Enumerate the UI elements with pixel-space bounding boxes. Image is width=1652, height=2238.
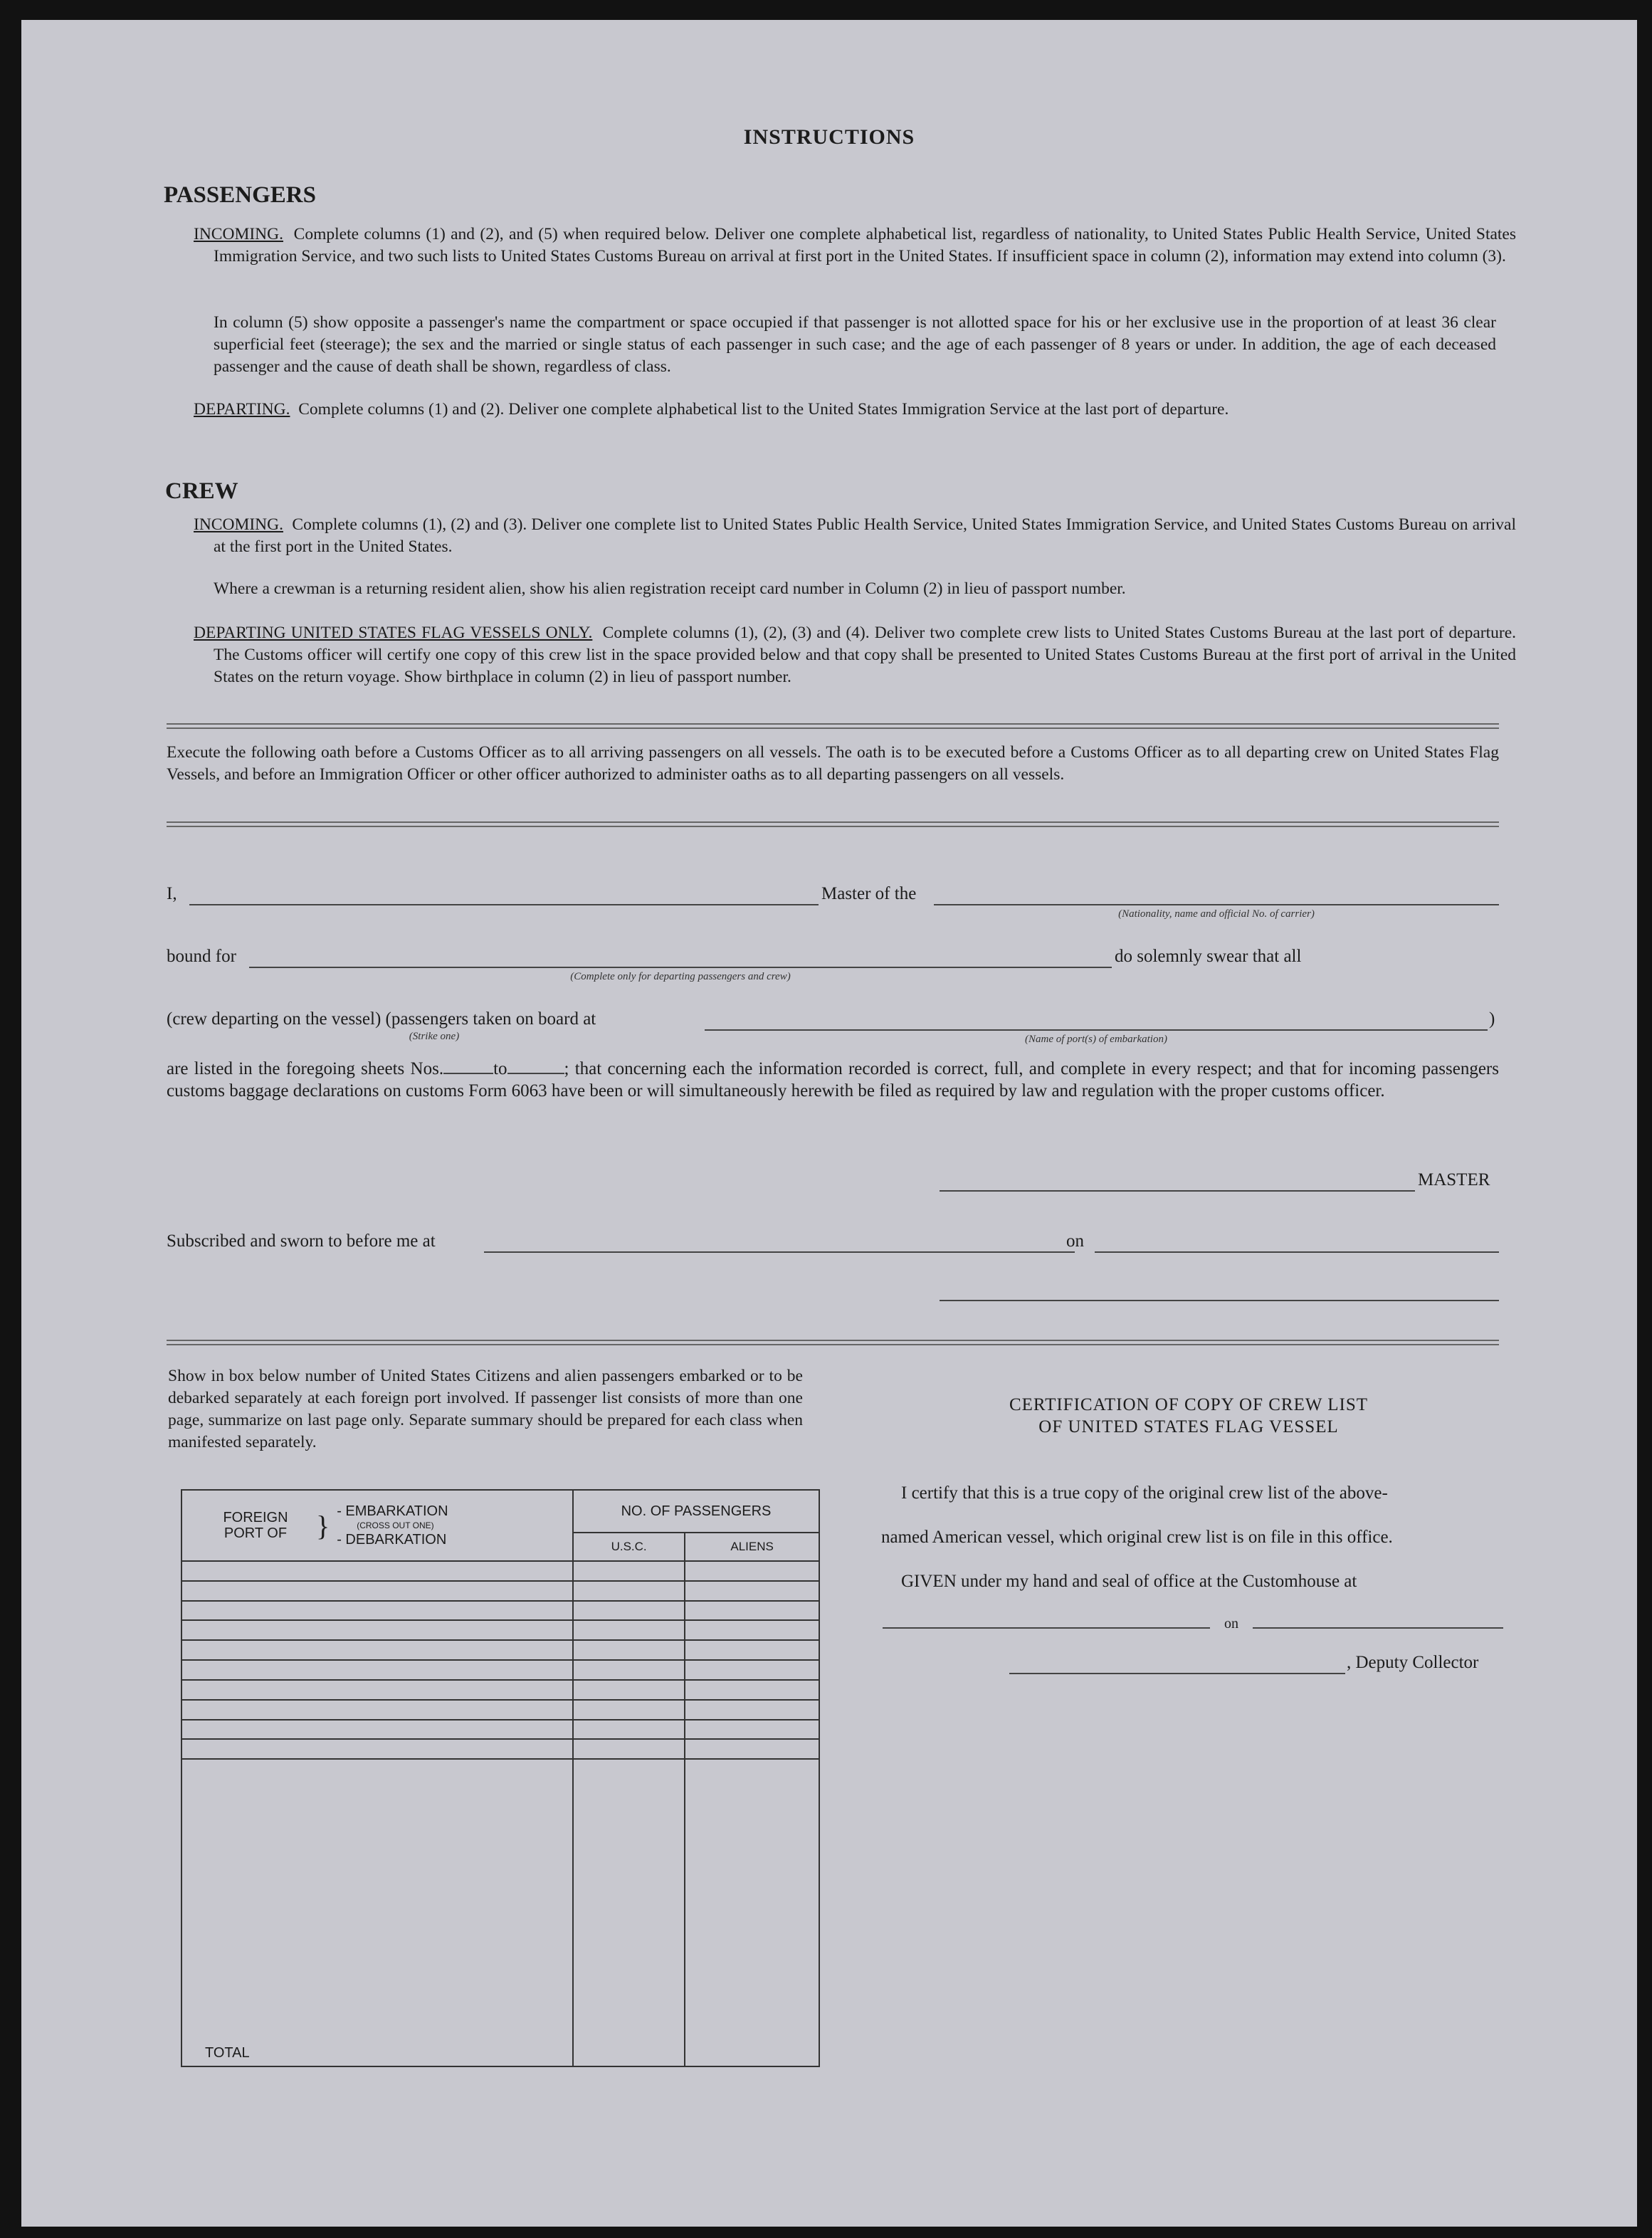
officer-signature-field[interactable] xyxy=(940,1300,1499,1301)
debarkation-option[interactable]: - DEBARKATION xyxy=(337,1532,447,1548)
table-row xyxy=(181,1640,819,1660)
oath-instructions: Execute the following oath before a Customs Officer as to all arriving passengers on all vessels. The oath is to be executed before a Customs Officer as to all departing crew on United States Flag Vessels, and before an Immigration Officer or other officer authorized to administer oaths as to all departing passengers on all vessels. xyxy=(167,743,1499,784)
port-cell[interactable] xyxy=(181,1680,573,1700)
cross-out-note: (CROSS OUT ONE) xyxy=(357,1520,434,1530)
aliens-header: ALIENS xyxy=(685,1533,819,1561)
port-cell[interactable] xyxy=(181,1700,573,1720)
usc-cell[interactable] xyxy=(573,1680,685,1700)
swear-text: do solemnly swear that all xyxy=(1115,947,1302,966)
aliens-cell[interactable] xyxy=(685,1720,819,1740)
certify-line-2: named American vessel, which original crew list is on file in this office. xyxy=(881,1528,1393,1547)
certification-date-field[interactable] xyxy=(1253,1627,1503,1629)
usc-cell[interactable] xyxy=(573,1601,685,1621)
crew-incoming-text: Complete columns (1), (2) and (3). Deliver one complete list to United States Public Health Service, United States Immigration Service, and United States Customs Bureau on arrival at the first port in the United States. xyxy=(214,515,1517,556)
aliens-total-cell[interactable] xyxy=(685,1759,819,2066)
total-row xyxy=(181,1759,819,2066)
aliens-cell[interactable] xyxy=(685,1660,819,1680)
passengers-incoming-paragraph xyxy=(194,224,1516,268)
embarkation-option[interactable]: - EMBARKATION xyxy=(337,1503,448,1519)
passengers-incoming-text: Complete columns (1) and (2), and (5) when required below. Deliver one complete alphabetical list, regardless of nationality, to United States Public Health Service, United States Immigration Service, and two such lists to United States Customs Bureau on arrival at first port in the United States. If insufficient space in column (2), information may extend into column (3). xyxy=(214,225,1517,266)
sworn-location-field[interactable] xyxy=(484,1251,1075,1253)
embarkation-ports-caption: (Name of port(s) of embarkation) xyxy=(1025,1034,1167,1045)
certification-heading-line-1: CERTIFICATION OF COPY OF CREW LIST xyxy=(1009,1395,1369,1414)
divider xyxy=(167,1340,1499,1345)
table-row xyxy=(181,1700,819,1720)
brace-icon: } xyxy=(316,1509,330,1542)
bound-for-field[interactable] xyxy=(249,967,1112,968)
total-label: TOTAL xyxy=(181,1759,573,2066)
crew-departing-text: (crew departing on the vessel) (passengers taken on board at xyxy=(167,1009,596,1029)
table-row xyxy=(181,1660,819,1680)
sworn-on-label: on xyxy=(1066,1231,1084,1251)
port-cell[interactable] xyxy=(181,1620,573,1640)
table-header-row xyxy=(181,1490,819,1533)
certify-line-1: I certify that this is a true copy of the original crew list of the above- xyxy=(901,1483,1388,1503)
table-row xyxy=(181,1620,819,1640)
usc-cell[interactable] xyxy=(573,1561,685,1581)
carrier-caption: (Nationality, name and official No. of carrier) xyxy=(1118,908,1315,920)
certification-on-label: on xyxy=(1224,1616,1238,1632)
usc-cell[interactable] xyxy=(573,1739,685,1759)
port-cell[interactable] xyxy=(181,1581,573,1601)
listed-text-b: ; that concerning each the information recorded is correct, full, and complete in every respect; and that for incoming passengers customs baggage declarations on customs Form 6063 have been or will simultaneously herewith be filed as required by law and regulation with the proper customs officer. xyxy=(167,1059,1499,1100)
embarkation-ports-field[interactable] xyxy=(705,1029,1488,1031)
close-paren: ) xyxy=(1489,1009,1495,1029)
listed-text-a: are listed in the foregoing sheets Nos. xyxy=(167,1059,444,1078)
aliens-cell[interactable] xyxy=(685,1700,819,1720)
passengers-departing-text: Complete columns (1) and (2). Deliver one complete alphabetical list to the United States Immigration Service at the last port of departure. xyxy=(298,400,1229,419)
listed-to: to xyxy=(493,1059,507,1078)
port-cell[interactable] xyxy=(181,1561,573,1581)
crew-returning-paragraph: Where a crewman is a returning resident alien, show his alien registration receipt card number in Column (2) in lieu of passport number. xyxy=(214,579,1126,598)
table-row xyxy=(181,1680,819,1700)
port-cell[interactable] xyxy=(181,1739,573,1759)
foreign-port-label: FOREIGN PORT OF xyxy=(223,1510,288,1541)
port-cell[interactable] xyxy=(181,1720,573,1740)
usc-cell[interactable] xyxy=(573,1720,685,1740)
passengers-incoming-label: INCOMING. xyxy=(194,225,283,243)
aliens-cell[interactable] xyxy=(685,1581,819,1601)
given-text: GIVEN under my hand and seal of office at the Customhouse at xyxy=(901,1572,1357,1591)
no-passengers-header: NO. OF PASSENGERS xyxy=(573,1490,819,1533)
master-label: MASTER xyxy=(1418,1170,1490,1189)
aliens-cell[interactable] xyxy=(685,1620,819,1640)
deputy-signature-field[interactable] xyxy=(1009,1673,1345,1674)
table-row xyxy=(181,1720,819,1740)
divider xyxy=(167,821,1499,827)
usc-cell[interactable] xyxy=(573,1620,685,1640)
crew-incoming-paragraph xyxy=(194,514,1516,558)
summary-instructions: Show in box below number of United States Citizens and alien passengers embarked or to be debarked separately at each foreign port involved. If passenger list consists of more than one page, summarize on last page only. Separate summary should be prepared for each class when manifested separately. xyxy=(168,1367,803,1451)
usc-cell[interactable] xyxy=(573,1581,685,1601)
carrier-field[interactable] xyxy=(934,904,1499,905)
crew-heading: CREW xyxy=(165,478,238,504)
divider xyxy=(167,723,1499,729)
strike-one-caption: (Strike one) xyxy=(409,1031,460,1042)
table-row xyxy=(181,1601,819,1621)
usc-header: U.S.C. xyxy=(573,1533,685,1561)
usc-cell[interactable] xyxy=(573,1700,685,1720)
passengers-column5-paragraph: In column (5) show opposite a passenger's name the compartment or space occupied if that passenger is not allotted space for his or her exclusive use in the proportion of at least 36 clear superficial feet (steerage); the sex and the married or single status of each passenger in such case; and the age of each passenger of 8 years or under. In addition, the age of each deceased passenger and the cause of death shall be shown, regardless of class. xyxy=(214,313,1496,376)
table-row xyxy=(181,1739,819,1759)
passengers-departing-paragraph xyxy=(194,399,1516,421)
port-cell[interactable] xyxy=(181,1660,573,1680)
sworn-date-field[interactable] xyxy=(1095,1251,1499,1253)
page-title: INSTRUCTIONS xyxy=(743,125,915,149)
form-page xyxy=(21,20,1637,2227)
sheet-to-field[interactable] xyxy=(507,1073,564,1074)
table-row xyxy=(181,1581,819,1601)
table-row xyxy=(181,1561,819,1581)
listed-paragraph xyxy=(167,1058,1499,1102)
aliens-cell[interactable] xyxy=(685,1640,819,1660)
passenger-summary-table xyxy=(181,1489,820,2067)
deputy-collector-label: , Deputy Collector xyxy=(1347,1653,1479,1672)
oath-i-label: I, xyxy=(167,884,177,903)
crew-departing-paragraph xyxy=(194,622,1516,688)
sheet-from-field[interactable] xyxy=(443,1073,493,1074)
embark-debark-options xyxy=(337,1503,448,1548)
passengers-departing-label: DEPARTING. xyxy=(194,400,290,419)
passengers-heading: PASSENGERS xyxy=(164,182,316,208)
aliens-cell[interactable] xyxy=(685,1680,819,1700)
usc-cell[interactable] xyxy=(573,1660,685,1680)
master-of-label: Master of the xyxy=(821,884,917,903)
master-name-field[interactable] xyxy=(189,904,819,905)
crew-departing-label: DEPARTING UNITED STATES FLAG VESSELS ONLY. xyxy=(194,624,593,642)
aliens-cell[interactable] xyxy=(685,1739,819,1759)
crew-incoming-label: INCOMING. xyxy=(194,515,283,534)
port-cell[interactable] xyxy=(181,1601,573,1621)
certification-heading xyxy=(875,1394,1502,1438)
certification-heading-line-2: OF UNITED STATES FLAG VESSEL xyxy=(1038,1417,1339,1436)
subscribed-label: Subscribed and sworn to before me at xyxy=(167,1231,436,1251)
crew-departing-text: Complete columns (1), (2), (3) and (4). Deliver two complete crew lists to United States Customs Bureau at the last port of departure. The Customs officer will certify one copy of this crew list in the space provided below and that copy shall be presented to United States Customs Bureau at the first port of arrival in the United States on the return voyage. Show birthplace in column (2) in lieu of passport number. xyxy=(214,624,1516,686)
aliens-cell[interactable] xyxy=(685,1601,819,1621)
port-cell[interactable] xyxy=(181,1640,573,1660)
bound-for-caption: (Complete only for departing passengers and crew) xyxy=(570,971,791,982)
usc-cell[interactable] xyxy=(573,1640,685,1660)
port-header-cell xyxy=(181,1490,573,1561)
customhouse-field[interactable] xyxy=(883,1627,1210,1629)
aliens-cell[interactable] xyxy=(685,1561,819,1581)
usc-total-cell[interactable] xyxy=(573,1759,685,2066)
bound-for-label: bound for xyxy=(167,947,236,966)
master-signature-field[interactable] xyxy=(940,1190,1415,1192)
